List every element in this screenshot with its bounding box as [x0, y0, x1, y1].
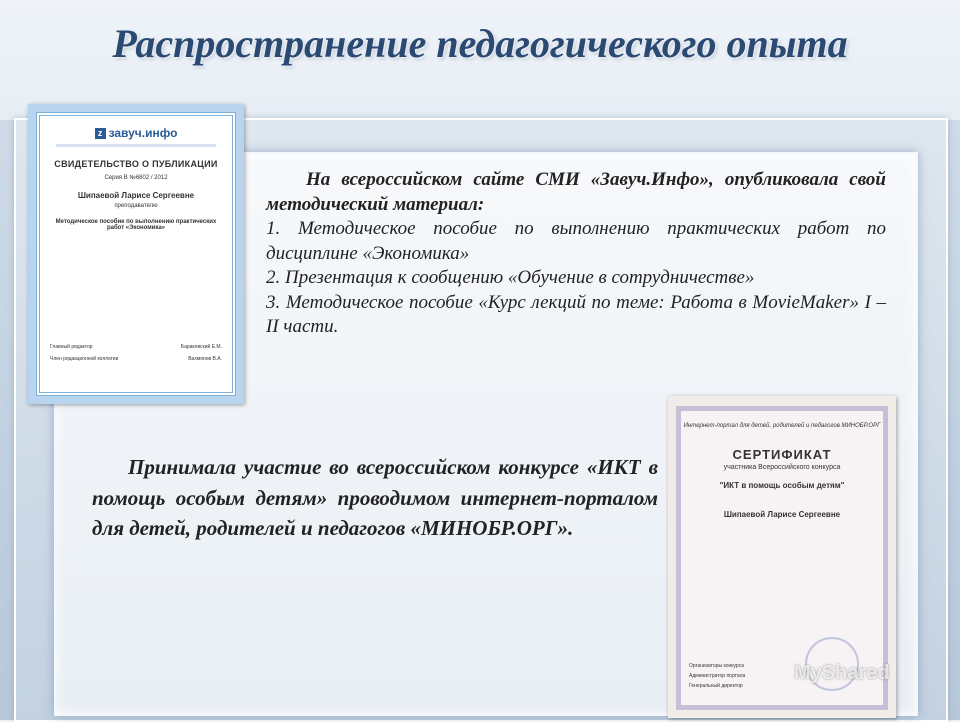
publication-certificate-image — [28, 104, 244, 404]
logo-text: завуч.инфо — [108, 126, 178, 140]
publication-certificate-body — [36, 112, 236, 396]
recipient-name: Шипаевой Ларисе Сергеевне — [77, 191, 195, 200]
zavuch-logo — [40, 126, 232, 140]
signature-role: Администратор портала — [689, 673, 746, 679]
certificate-issuer: Интернет-портал для детей, родителей и педагогов МИНОБР.ОРГ — [683, 423, 881, 429]
publication-text-block — [266, 168, 886, 340]
publication-intro: На всероссийском сайте СМИ «Завуч.Инфо», опубликовала свой методический материал: — [266, 169, 886, 215]
signature-role: Генеральный директор — [689, 683, 743, 689]
publication-list — [266, 217, 886, 340]
signature-role: Член редакционной коллегии — [50, 356, 119, 362]
contest-name: "ИКТ в помощь особым детям" — [719, 481, 845, 490]
slide-title: Распространение педагогического опыта — [112, 21, 848, 66]
certificate-subtitle: участника Всероссийского конкурса — [723, 464, 841, 471]
certificate-title: СЕРТИФИКАТ — [732, 447, 832, 462]
published-work-title: Методическое пособие по выполнению практических работ «Экономика» — [55, 219, 217, 231]
signature-role: Организаторы конкурса — [689, 663, 744, 669]
signature-row — [50, 344, 222, 350]
certificate-signatures — [50, 338, 222, 362]
list-item: 1. Методическое пособие по выполнению практических работ по дисциплине «Экономика» — [266, 218, 886, 264]
recipient-name: Шипаевой Ларисе Сергеевне — [723, 510, 841, 519]
logo-mark-icon: z — [95, 128, 106, 139]
signature-role: Главный редактор — [50, 344, 93, 350]
contest-text-block: Принимала участие во всероссийском конкурсе «ИКТ в помощь особым детям» проводимом интернет-порталом для детей, родителей и педагогов «МИНОБР.ОРГ». — [92, 455, 658, 540]
certificate-heading: СВИДЕТЕЛЬСТВО О ПУБЛИКАЦИИ — [54, 159, 218, 169]
divider — [56, 144, 216, 147]
list-item: 2. Презентация к сообщению «Обучение в сотрудничестве» — [266, 267, 755, 288]
list-item: 3. Методическое пособие «Курс лекций по теме: Работа в MovieMaker» I – II части. — [266, 291, 886, 337]
signature-name: Вахмянов В.А. — [188, 356, 222, 362]
signature-row — [50, 356, 222, 362]
certificate-serial: Серия В №6802 / 2012 — [104, 175, 168, 181]
recipient-role: преподавателю — [114, 203, 158, 209]
watermark: MyShared — [794, 662, 890, 684]
signature-name: Бараковский Е.М. — [180, 344, 222, 350]
